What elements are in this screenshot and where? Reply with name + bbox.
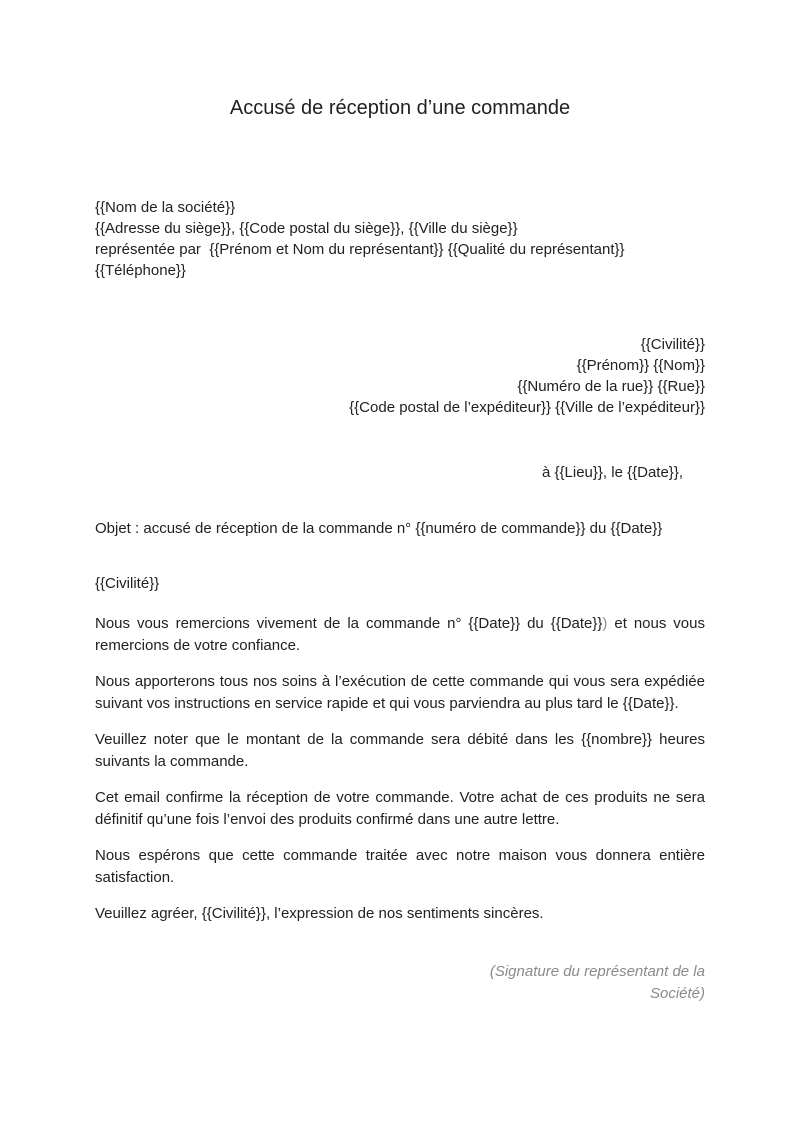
recipient-address-block — [95, 334, 705, 418]
document-title: Accusé de réception d’une commande — [229, 97, 571, 119]
body-paragraph-satisfaction: Nous espérons que cette commande traitée avec notre maison vous donnera entière satisfaction. — [95, 847, 705, 886]
body-paragraph-debit: Veuillez noter que le montant de la commande sera débité dans les {{nombre}} heures suivants la commande. — [95, 731, 705, 770]
sender-representative-line: représentée par {{Prénom et Nom du représentant}} {{Qualité du représentant}} — [95, 241, 625, 258]
paragraph-text: Nous vous remercions vivement de la commande n° {{Date}} du {{Date}} — [95, 615, 603, 632]
salutation: {{Civilité}} — [95, 575, 160, 592]
sender-company-name: {{Nom de la société}} — [95, 199, 236, 216]
sender-address-line: {{Adresse du siège}}, {{Code postal du siège}}, {{Ville du siège}} — [95, 220, 518, 237]
body-paragraph-thanks — [95, 613, 705, 657]
sender-phone-line: {{Téléphone}} — [95, 262, 186, 279]
recipient-street-line: {{Numéro de la rue}} {{Rue}} — [517, 378, 705, 395]
closing-formula: Veuillez agréer, {{Civilité}}, l’expression de nos sentiments sincères. — [95, 905, 544, 922]
recipient-city-line: {{Code postal de l’expéditeur}} {{Ville de l’expéditeur}} — [349, 399, 705, 416]
place-and-date-line: à {{Lieu}}, le {{Date}}, — [542, 464, 683, 481]
body-paragraph-confirmation: Cet email confirme la réception de votre commande. Votre achat de ces produits ne sera définitif qu’une fois l’envoi des produits confirmé dans une autre lettre. — [95, 789, 705, 828]
stray-parenthesis: ) — [602, 615, 608, 632]
sender-address-block — [95, 197, 705, 281]
signature-placeholder: (Signature du représentant de la Société) — [489, 963, 705, 1002]
paragraph-text: et nous vous remercions de votre confiance. — [95, 615, 705, 654]
subject-line: Objet : accusé de réception de la commande n° {{numéro de commande}} du {{Date}} — [95, 520, 663, 537]
body-paragraph-shipping: Nous apporterons tous nos soins à l’exécution de cette commande qui vous sera expédiée suivant vos instructions en service rapide et qui vous parviendra au plus tard le {{Date}}. — [95, 673, 705, 712]
recipient-name-line: {{Prénom}} {{Nom}} — [576, 357, 705, 374]
recipient-civility-line: {{Civilité}} — [640, 336, 705, 353]
